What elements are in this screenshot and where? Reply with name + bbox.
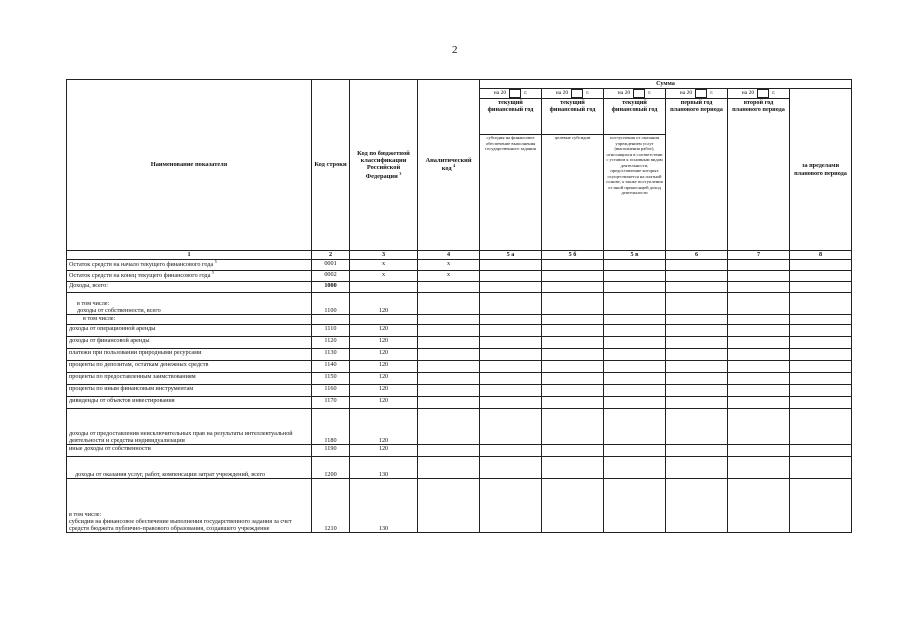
row-code	[312, 315, 350, 325]
row-code: 1210	[312, 479, 350, 533]
row-name-line1: в том числе:	[69, 510, 102, 518]
colnum: 2	[312, 251, 350, 260]
table-row	[67, 385, 852, 397]
row-value-cell	[542, 293, 604, 315]
row-name	[67, 282, 312, 293]
row-value-cell	[542, 349, 604, 361]
row-name	[67, 293, 312, 315]
row-name	[67, 325, 312, 337]
row-bk: 120	[350, 409, 418, 445]
row-value-cell	[666, 260, 728, 271]
colnum: 8	[790, 251, 852, 260]
header-code: Код строки	[312, 80, 350, 251]
row-value-cell	[728, 397, 790, 409]
row-value-cell	[480, 337, 542, 349]
row-value-cell	[480, 479, 542, 533]
row-value-cell	[542, 457, 604, 479]
current-year-5b: текущий финансовый год	[542, 99, 604, 135]
row-an: x	[418, 260, 480, 271]
row-value-cell	[604, 349, 666, 361]
row-name-text: в том числе:	[83, 315, 116, 322]
table-row	[67, 282, 852, 293]
row-value-cell	[604, 315, 666, 325]
row-value-cell	[728, 271, 790, 282]
row-name	[67, 445, 312, 457]
row-bk: 120	[350, 361, 418, 373]
row-an	[418, 282, 480, 293]
row-value-cell	[666, 293, 728, 315]
row-value-cell	[480, 373, 542, 385]
row-value-cell	[666, 337, 728, 349]
table-row	[67, 271, 852, 282]
row-name	[67, 479, 312, 533]
row-bk: x	[350, 271, 418, 282]
row-value-cell	[728, 349, 790, 361]
row-name-text: проценты по предоставленным заимствованиям	[69, 373, 196, 380]
row-code: 0002	[312, 271, 350, 282]
row-value-cell	[542, 409, 604, 445]
row-value-cell	[728, 315, 790, 325]
row-value-cell	[728, 260, 790, 271]
row-name-text: проценты по депозитам, остаткам денежных средств	[69, 361, 209, 368]
row-value-cell	[790, 397, 852, 409]
period-5v: на 20 г.	[604, 89, 666, 99]
row-value-cell	[542, 479, 604, 533]
row-name-line2: доходы от собственности, всего	[77, 306, 161, 314]
row-code: 1130	[312, 349, 350, 361]
row-value-cell	[728, 325, 790, 337]
row-an	[418, 385, 480, 397]
row-an	[418, 397, 480, 409]
row-bk	[350, 282, 418, 293]
row-name	[67, 337, 312, 349]
row-name-text: иные доходы от собственности	[69, 445, 151, 452]
row-name-text: доходы от операционной аренды	[69, 325, 156, 332]
row-value-cell	[728, 457, 790, 479]
row-value-cell	[728, 361, 790, 373]
row-value-cell	[790, 361, 852, 373]
row-value-cell	[480, 293, 542, 315]
header-analytic	[418, 80, 480, 251]
row-value-cell	[604, 445, 666, 457]
sub-5a: субсидия на финансовое обеспечение выполнения государственного задания	[480, 135, 542, 251]
period-6: на 20 г.	[666, 89, 728, 99]
row-name-text: Остаток средств на конец текущего финансового года	[69, 272, 211, 280]
table-row	[67, 361, 852, 373]
row-value-cell	[480, 457, 542, 479]
row-value-cell	[790, 373, 852, 385]
period-7: на 20 г.	[728, 89, 790, 99]
row-value-cell	[480, 282, 542, 293]
current-year-5a: текущий финансовый год	[480, 99, 542, 135]
row-name-text: доходы от оказания услуг, работ, компенсации затрат учреждений, всего	[75, 470, 266, 478]
row-name-line1: в том числе:	[77, 299, 110, 307]
row-name	[67, 397, 312, 409]
row-value-cell	[604, 337, 666, 349]
row-value-cell	[790, 409, 852, 445]
current-year-5v: текущий финансовый год	[604, 99, 666, 135]
row-value-cell	[542, 397, 604, 409]
row-value-cell	[542, 260, 604, 271]
row-name-line2: субсидии на финансовое обеспечение выполнения государственного задания за счет средств бюджета публично-правового образования, создавшего учреждение	[69, 517, 292, 532]
table-row	[67, 373, 852, 385]
row-value-cell	[666, 349, 728, 361]
row-value-cell	[666, 479, 728, 533]
row-value-cell	[666, 457, 728, 479]
header-budget-code-text: Код по бюджетной классификации Российской Федерации	[357, 149, 410, 180]
row-value-cell	[728, 337, 790, 349]
row-code: 1120	[312, 337, 350, 349]
row-value-cell	[666, 282, 728, 293]
row-name-text: доходы от предоставления неисключительных прав на результаты интеллектуальной деятельности и средства индивидуализации	[69, 429, 293, 444]
row-code: 1110	[312, 325, 350, 337]
table-row	[67, 260, 852, 271]
row-value-cell	[666, 397, 728, 409]
colnum: 5 б	[542, 251, 604, 260]
second-plan-year: второй год планового периода	[728, 99, 790, 251]
row-name	[67, 271, 312, 282]
row-value-cell	[542, 315, 604, 325]
column-number-row	[67, 251, 852, 260]
row-an	[418, 479, 480, 533]
table-row	[67, 337, 852, 349]
table-row	[67, 457, 852, 479]
row-an	[418, 361, 480, 373]
row-name-text: дивиденды от объектов инвестирования	[69, 397, 175, 404]
row-value-cell	[790, 337, 852, 349]
row-value-cell	[542, 361, 604, 373]
row-value-cell	[604, 479, 666, 533]
sub-5b: целевые субсидии	[542, 135, 604, 251]
row-code: 1000	[312, 282, 350, 293]
row-code: 1100	[312, 293, 350, 315]
row-value-cell	[604, 397, 666, 409]
row-value-cell	[604, 409, 666, 445]
table-row	[67, 409, 852, 445]
row-name	[67, 315, 312, 325]
header-analytic-text: Аналитический код	[425, 157, 472, 173]
row-value-cell	[480, 271, 542, 282]
row-an	[418, 409, 480, 445]
row-value-cell	[604, 457, 666, 479]
row-name-text: проценты по иным финансовым инструментам	[69, 385, 194, 392]
row-value-cell	[480, 397, 542, 409]
row-value-cell	[542, 445, 604, 457]
row-an	[418, 325, 480, 337]
header-budget-code	[350, 80, 418, 251]
row-value-cell	[728, 282, 790, 293]
row-value-cell	[790, 445, 852, 457]
row-name	[67, 409, 312, 445]
row-value-cell	[542, 325, 604, 337]
row-value-cell	[542, 271, 604, 282]
row-code: 1160	[312, 385, 350, 397]
financial-plan-table	[66, 79, 852, 533]
row-name-text: платежи при пользовании природными ресурсами	[69, 349, 202, 356]
table-row	[67, 479, 852, 533]
row-value-cell	[480, 315, 542, 325]
row-value-cell	[542, 282, 604, 293]
row-value-cell	[728, 445, 790, 457]
row-footnote: 5	[212, 270, 214, 275]
row-value-cell	[728, 373, 790, 385]
row-an	[418, 445, 480, 457]
row-name	[67, 349, 312, 361]
colnum: 5 а	[480, 251, 542, 260]
row-an	[418, 349, 480, 361]
row-code: 1200	[312, 457, 350, 479]
colnum: 5 в	[604, 251, 666, 260]
table-row	[67, 325, 852, 337]
row-value-cell	[728, 385, 790, 397]
row-an	[418, 457, 480, 479]
row-value-cell	[480, 445, 542, 457]
row-value-cell	[604, 325, 666, 337]
row-an	[418, 293, 480, 315]
table-row	[67, 293, 852, 315]
row-value-cell	[790, 260, 852, 271]
row-footnote: 5	[214, 259, 217, 264]
row-value-cell	[480, 361, 542, 373]
row-value-cell	[480, 349, 542, 361]
row-name-text: доходы от финансовой аренды	[69, 337, 150, 344]
row-an	[418, 315, 480, 325]
row-value-cell	[666, 385, 728, 397]
row-name	[67, 361, 312, 373]
row-bk: 120	[350, 397, 418, 409]
footnote-4: 4	[453, 163, 456, 169]
row-value-cell	[728, 293, 790, 315]
row-name	[67, 385, 312, 397]
row-value-cell	[728, 479, 790, 533]
table-row	[67, 397, 852, 409]
row-value-cell	[790, 325, 852, 337]
row-value-cell	[604, 282, 666, 293]
row-value-cell	[604, 361, 666, 373]
row-bk: 120	[350, 337, 418, 349]
row-value-cell	[666, 445, 728, 457]
row-code: 0001	[312, 260, 350, 271]
row-name	[67, 260, 312, 271]
row-bk: 120	[350, 385, 418, 397]
table-row	[67, 315, 852, 325]
row-value-cell	[790, 282, 852, 293]
row-code: 1190	[312, 445, 350, 457]
colnum: 3	[350, 251, 418, 260]
colnum: 4	[418, 251, 480, 260]
row-value-cell	[480, 385, 542, 397]
first-plan-year: первый год планового периода	[666, 99, 728, 251]
row-value-cell	[790, 293, 852, 315]
row-value-cell	[604, 271, 666, 282]
row-name	[67, 457, 312, 479]
row-value-cell	[790, 385, 852, 397]
row-value-cell	[604, 385, 666, 397]
row-value-cell	[666, 325, 728, 337]
row-an	[418, 337, 480, 349]
period-5b: на 20 г.	[542, 89, 604, 99]
row-an: x	[418, 271, 480, 282]
row-name	[67, 373, 312, 385]
header-name: Наименование показателя	[67, 80, 312, 251]
row-bk: 120	[350, 445, 418, 457]
row-value-cell	[480, 260, 542, 271]
table-row	[67, 349, 852, 361]
row-value-cell	[542, 337, 604, 349]
table-row	[67, 445, 852, 457]
row-bk: x	[350, 260, 418, 271]
row-value-cell	[728, 409, 790, 445]
row-value-cell	[604, 293, 666, 315]
header-sum: Сумма	[480, 80, 852, 89]
colnum: 6	[666, 251, 728, 260]
row-bk	[350, 315, 418, 325]
row-value-cell	[542, 373, 604, 385]
row-bk: 120	[350, 373, 418, 385]
colnum: 7	[728, 251, 790, 260]
period-5a: на 20 г.	[480, 89, 542, 99]
row-value-cell	[790, 479, 852, 533]
row-value-cell	[666, 271, 728, 282]
row-value-cell	[604, 260, 666, 271]
row-bk: 120	[350, 349, 418, 361]
row-value-cell	[604, 373, 666, 385]
row-value-cell	[666, 315, 728, 325]
row-value-cell	[480, 325, 542, 337]
sub-5v: поступления от оказания учреждением услуг (выполнения работ), относящихся в соответствии с уставом к основным видам деятельности, предоставление которых осуществляется на платной основе, а также поступления от иной приносящей доход деятельности	[604, 135, 666, 251]
row-value-cell	[666, 373, 728, 385]
row-code: 1170	[312, 397, 350, 409]
header-beyond: за пределами планового периода	[790, 89, 852, 251]
footnote-3: 3	[399, 170, 402, 176]
row-bk: 120	[350, 293, 418, 315]
row-value-cell	[542, 385, 604, 397]
row-name-text: Остаток средств на начало текущего финансового года	[69, 261, 214, 269]
row-code: 1150	[312, 373, 350, 385]
row-value-cell	[666, 409, 728, 445]
page-number: 2	[452, 44, 458, 56]
row-an	[418, 373, 480, 385]
colnum: 1	[67, 251, 312, 260]
row-value-cell	[790, 457, 852, 479]
row-code: 1180	[312, 409, 350, 445]
row-value-cell	[790, 349, 852, 361]
row-bk: 120	[350, 325, 418, 337]
row-bk: 130	[350, 479, 418, 533]
row-name-text: Доходы, всего:	[69, 282, 108, 289]
row-code: 1140	[312, 361, 350, 373]
row-value-cell	[790, 271, 852, 282]
row-value-cell	[480, 409, 542, 445]
row-value-cell	[790, 315, 852, 325]
row-value-cell	[666, 361, 728, 373]
row-bk: 130	[350, 457, 418, 479]
table-body	[67, 260, 852, 533]
